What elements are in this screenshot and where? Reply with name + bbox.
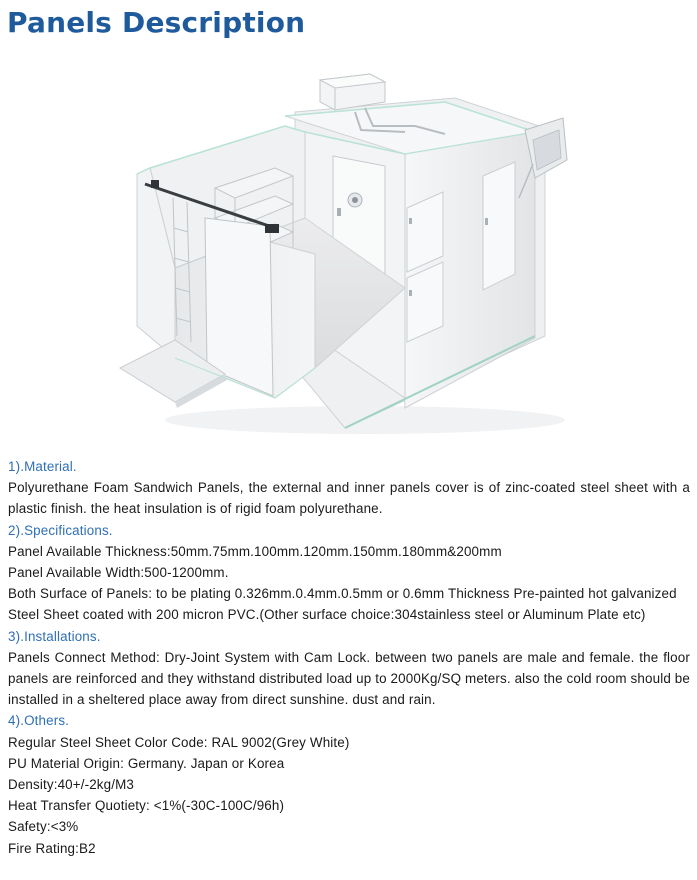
others-material-origin: PU Material Origin: Germany. Japan or Korea xyxy=(8,755,285,771)
material-text: Polyurethane Foam Sandwich Panels, the external and inner panels cover is of zinc-coated steel sheet with a plastic finish. the heat insulation is of rigid foam polyurethane. xyxy=(8,480,690,517)
installations-text: Panels Connect Method: Dry-Joint System with Cam Lock. between two panels are male and female. the floor panels are reinforced and they withstand distributed load up to 2000Kg/SQ meters. also the cold room should be installed in a sheltered place away from direct sunshine. dust and rain. xyxy=(8,649,690,708)
page-title: Panels Description xyxy=(7,6,306,39)
spec-surface: Both Surface of Panels: to be plating 0.326mm.0.4mm.0.5mm or 0.6mm Thickness Pre-painted hot galvanized xyxy=(8,586,677,602)
section-heading-others: 4).Others. xyxy=(8,713,70,729)
others-color-code: Regular Steel Sheet Color Code: RAL 9002(Grey White) xyxy=(8,734,350,750)
section-heading-installations: 3).Installations. xyxy=(8,628,101,644)
others-safety: Safety:<3% xyxy=(8,819,79,835)
cold-room-illustration xyxy=(115,68,575,440)
section-heading-specifications: 2).Specifications. xyxy=(8,522,113,538)
spec-width: Panel Available Width:500-1200mm. xyxy=(8,565,229,581)
spec-steel-sheet: Steel Sheet coated with 200 micron PVC.(Other surface choice:304stainless steel or Aluminum Plate etc) xyxy=(8,607,646,623)
description-body xyxy=(8,456,690,859)
section-heading-material: 1).Material. xyxy=(8,459,77,474)
others-density: Density:40+/-2kg/M3 xyxy=(8,777,135,793)
spec-thickness: Panel Available Thickness:50mm.75mm.100mm.120mm.150mm.180mm&200mm xyxy=(8,543,502,559)
others-fire-rating: Fire Rating:B2 xyxy=(8,840,96,856)
others-heat-transfer: Heat Transfer Quotiety: <1%(-30C-100C/96h) xyxy=(8,798,285,814)
